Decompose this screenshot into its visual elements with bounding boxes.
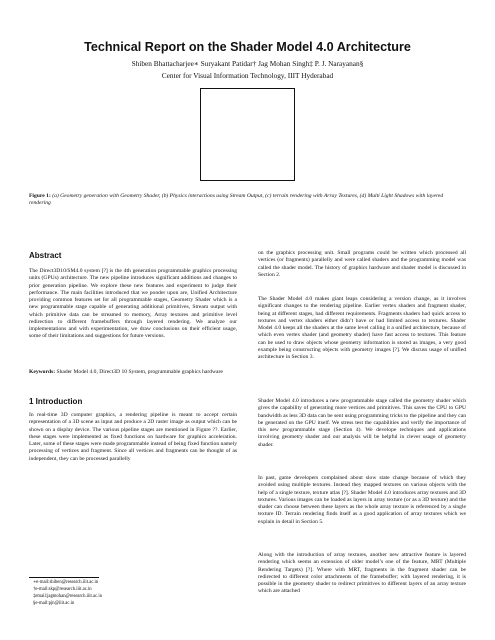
footnote-rule: [29, 577, 99, 578]
abstract-heading: Abstract: [29, 251, 62, 260]
body-paragraph: Shader Model 4.0 introduces a new programmable stage called the geometry shader which gives the capability of generating more vertices and primitives. This saves the CPU to GPU bandwidth as less 3D data can be sent using programming tricks to the pipeline and they can be generated on the GPU itself. We stress test the capabilities and verify the importance of this new programmable stage (Section 4). We develope techniques and applications involving geometry shader and our analysis will be helpful in clever usage of geometry shader.: [258, 398, 466, 448]
figure-caption-label: Figure 1:: [29, 193, 51, 199]
footnote: ∗e-mail:shiben@research.iiit.ac.in: [33, 580, 99, 585]
introduction-heading: 1 Introduction: [29, 397, 83, 406]
figure-caption: [29, 193, 466, 207]
introduction-paragraph: In real-time 3D computer graphics, a rendering pipeline is meant to accept certain representation of a 3D scene as input and produce a 2D raster image as output which can be shown on a display device. The various pipeline stages are mentioned in Figure ??. Earlier, these stages were implemented as fixed functions on hardware for graphics acceleration. Later, some of these stages were made programmable instead of being fixed function namely processing of vertices and fragment. Since all vertices and fragments can be thought of as independent, they can be processed parallelly: [29, 412, 237, 462]
body-paragraph: Along with the introduction of array textures, another new attractive feature is layered rendering which seems an extension of older model’s one of the feature, MRT (Multiple Rendering Targets) [?]. Where with MRT, fragments in the fragment shader can be redirected to different color attachments of the framebuffer; with layered rendering, it is possible in the geometry shader to redirect primitives to different layers of an array texture which are attached: [258, 552, 466, 595]
affiliation: Center for Visual Information Technology, IIIT Hyderabad: [161, 71, 334, 80]
right-column: [258, 250, 466, 279]
footnote: †e-mail:skp@research.iiit.ac.in: [33, 587, 92, 592]
figure-caption-text: (a) Geometry generation with Geometry Shader, (b) Physics interactions using Stream Output, (c) terrain rendering with Array Textures, (d) Multi Light Shadows with layered rendering: [29, 193, 444, 206]
footnote: ‡email:jagmohan@research.iiit.ac.in: [33, 594, 103, 599]
body-paragraph: The Shader Model 4.0 makes giant leaps considering a version change, as it involves significant changes to the rendering pipeline. Earlier vertex shaders and fragment shader, being at different stages, had different requirements. Fragments shaders had quick access to textures and vertex shaders either didn’t have or had limited access to textures. Shader Model 4.0 keeps all the shaders at the same level calling it a unified architecture, because of which even vertex shader (and geometry shader) have fast access to textures. This feature can be used to draw objects whose geometry information is stored as images, a very good example being constructing objects with geometry images [?]. We discuss usage of unified architecture in Section 3.: [258, 296, 466, 361]
introduction-section: [29, 397, 237, 407]
right-column: [258, 296, 466, 361]
author-list: Shiben Bhattacharjee∗ Suryakant Patidar† Jag Mohan Singh‡ P. J. Narayanan§: [131, 59, 364, 68]
abstract-text: The Direct3D10/SM4.0 system [?] is the 4th generation programmable graphics processing units (GPUs) architecture. The new pipeline introduces significant additions and changes to prior generation pipeline. We explore these new features and experiment to judge their performance. The main facilities introduced that we ponder upon are, Unified Architecture providing common features set for all programmable stages, Geometry Shader which is a new programmable stage capable of generating additional primitives, Stream output with which primitive data can be streamed to memory, Array textures and primitive level redirection to different framebuffers through layered rendering. We analyze our implementations and with experimentation, we draw conclusions on their efficient usage, some of their limitations and suggestions for future versions.: [29, 268, 237, 340]
keywords-text: Shader Model 4.0, Direct3D 10 System, programmable graphics hardware: [56, 369, 223, 375]
right-column: [258, 398, 466, 449]
abstract-body: [29, 268, 237, 341]
introduction-body: [29, 412, 237, 463]
footnote: §e-mail:pjn@iiit.ac.in: [33, 601, 75, 606]
right-column: [258, 552, 466, 596]
right-column: [258, 475, 466, 526]
body-paragraph: on the graphics processing unit. Small programs could be written which processed all vertices (or fragments) parallelly and were called shaders and the programming model was called the shader model. The history of graphics hardware and shader model is discussed in Section 2.: [258, 250, 466, 278]
abstract-section: [29, 251, 237, 261]
keywords-label: Keywords:: [29, 369, 56, 375]
figure-panel: [200, 88, 295, 181]
keywords: [29, 369, 237, 376]
paper-title: Technical Report on the Shader Model 4.0 Architecture: [84, 40, 411, 54]
body-paragraph: In past, game developers complained about slow state change because of which they avoided using multiple textures. Instead they mapped textures on various objects with the help of a single texture, texture atlas [?]. Shader Model 4.0 introduces array textures and 3D textures. Various images can be loaded as layers in array texture (or as a 3D texture) and the shader can choose between these layers as the whole array texture is referenced by a single texture ID. Terrain rendering finds itself as a good application of array textures which we explain in detail in Section 5.: [258, 475, 466, 525]
